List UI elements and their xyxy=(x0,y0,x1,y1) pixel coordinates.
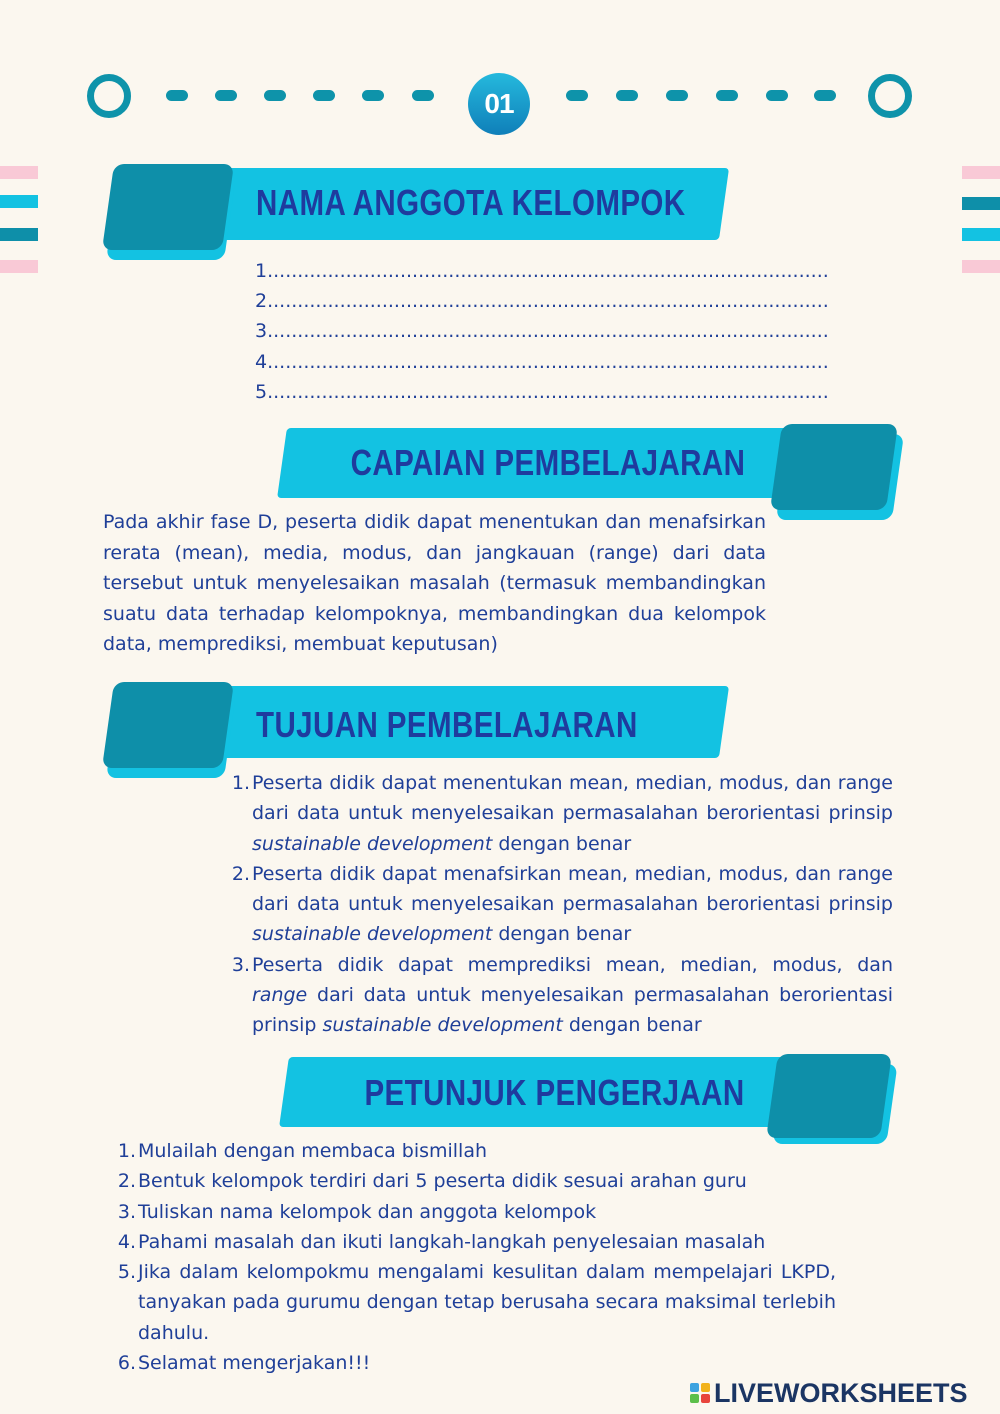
list-text: Tuliskan nama kelompok dan anggota kelompok xyxy=(138,1200,597,1223)
list-text-italic: range xyxy=(252,984,308,1007)
list-text: dengan benar xyxy=(492,832,632,855)
list-item xyxy=(117,1136,836,1166)
stripe xyxy=(0,166,38,179)
list-item xyxy=(231,768,893,859)
list-text: Peserta didik dapat menafsirkan mean, median, modus, dan range dari data untuk menyelesaikan permasalahan berorientasi prinsip xyxy=(252,862,893,916)
dash xyxy=(215,90,237,101)
list-number: 3. xyxy=(117,1200,136,1223)
list-text: Peserta didik dapat memprediksi mean, median, modus, dan xyxy=(252,953,893,976)
list-item xyxy=(117,1348,836,1378)
dash xyxy=(814,90,836,101)
list-text: Mulailah dengan membaca bismillah xyxy=(138,1140,488,1162)
stripe xyxy=(0,228,38,241)
stripe xyxy=(0,260,38,273)
list-text: dengan benar xyxy=(562,1014,702,1037)
dash xyxy=(166,90,188,101)
member-line[interactable]: 2............................................................................................. xyxy=(255,290,829,312)
section-title: NAMA ANGGOTA KELOMPOK xyxy=(256,182,686,223)
list-text: Jika dalam kelompokmu mengalami kesulitan dalam mempelajari LKPD, tanyakan pada gurumu dengan tetap berusaha secara maksimal terlebih dahulu. xyxy=(138,1261,836,1344)
section-title: PETUNJUK PENGERJAAN xyxy=(364,1072,745,1113)
list-number: 5. xyxy=(117,1261,136,1284)
list-text-italic: sustainable development xyxy=(252,923,493,946)
liveworksheets-grid-icon xyxy=(690,1383,710,1403)
banner-block xyxy=(766,1054,892,1138)
stripe xyxy=(962,197,1000,210)
list-text: dari data untuk menyelesaikan permasalahan berorientasi prinsip xyxy=(252,984,893,1037)
dash xyxy=(616,90,638,101)
stripe xyxy=(0,195,38,208)
list-item xyxy=(117,1166,836,1196)
member-line[interactable]: 4............................................................................................. xyxy=(255,351,829,373)
list-text: Bentuk kelompok terdiri dari 5 peserta didik sesuai arahan guru xyxy=(138,1170,747,1193)
dash xyxy=(716,90,738,101)
list-number: 1. xyxy=(117,1140,136,1162)
dash xyxy=(766,90,788,101)
member-line[interactable]: 5............................................................................................. xyxy=(255,381,829,403)
left-ring-icon xyxy=(87,74,131,118)
list-item xyxy=(117,1257,836,1348)
list-number: 6. xyxy=(117,1352,136,1375)
list-number: 1. xyxy=(231,772,250,794)
list-number: 2. xyxy=(231,862,250,885)
list-item xyxy=(231,859,893,950)
banner-block xyxy=(770,424,898,510)
dash xyxy=(313,90,335,101)
dash xyxy=(264,90,286,101)
capaian-paragraph: Pada akhir fase D, peserta didik dapat menentukan dan menafsirkan rerata (mean), media, modus, dan jangkauan (range) dari data tersebut untuk menyelesaikan masalah (termasuk membandingkan suatu data terhadap kelompoknya, membandingkan dua kelompok data, memprediksi, membuat keputusan) xyxy=(103,511,766,655)
section-number-badge: 01 xyxy=(468,73,530,135)
dash xyxy=(666,90,688,101)
section-title: TUJUAN PEMBELAJARAN xyxy=(256,704,638,745)
list-item xyxy=(117,1197,836,1227)
section-title: CAPAIAN PEMBELAJARAN xyxy=(350,442,745,483)
member-line[interactable]: 3............................................................................................. xyxy=(255,320,829,342)
list-number: 3. xyxy=(231,953,250,976)
list-text: dengan benar xyxy=(492,923,632,946)
right-ring-icon xyxy=(868,74,912,118)
liveworksheets-logo xyxy=(690,1378,968,1408)
list-number: 2. xyxy=(117,1170,136,1193)
petunjuk-list xyxy=(117,1136,836,1378)
list-text: Peserta didik dapat menentukan mean, median, modus, dan range dari data untuk menyelesaikan permasalahan berorientasi prinsip xyxy=(252,772,893,825)
dash xyxy=(566,90,588,101)
member-line[interactable]: 1............................................................................................. xyxy=(255,260,829,282)
brand-text: LIVEWORKSHEETS xyxy=(714,1377,968,1408)
list-text-italic: sustainable development xyxy=(252,832,493,855)
banner-block xyxy=(102,682,234,768)
list-number: 4. xyxy=(117,1230,136,1253)
banner-block xyxy=(102,164,234,250)
stripe xyxy=(962,166,1000,179)
stripe xyxy=(962,260,1000,273)
list-item xyxy=(117,1227,836,1257)
list-text: Pahami masalah dan ikuti langkah-langkah penyelesaian masalah xyxy=(138,1230,766,1253)
dash xyxy=(362,90,384,101)
dash xyxy=(412,90,434,101)
tujuan-list xyxy=(231,768,893,1041)
stripe xyxy=(962,228,1000,241)
list-item xyxy=(231,950,893,1041)
list-text: Selamat mengerjakan!!! xyxy=(138,1352,371,1375)
list-text-italic: sustainable development xyxy=(322,1014,563,1037)
